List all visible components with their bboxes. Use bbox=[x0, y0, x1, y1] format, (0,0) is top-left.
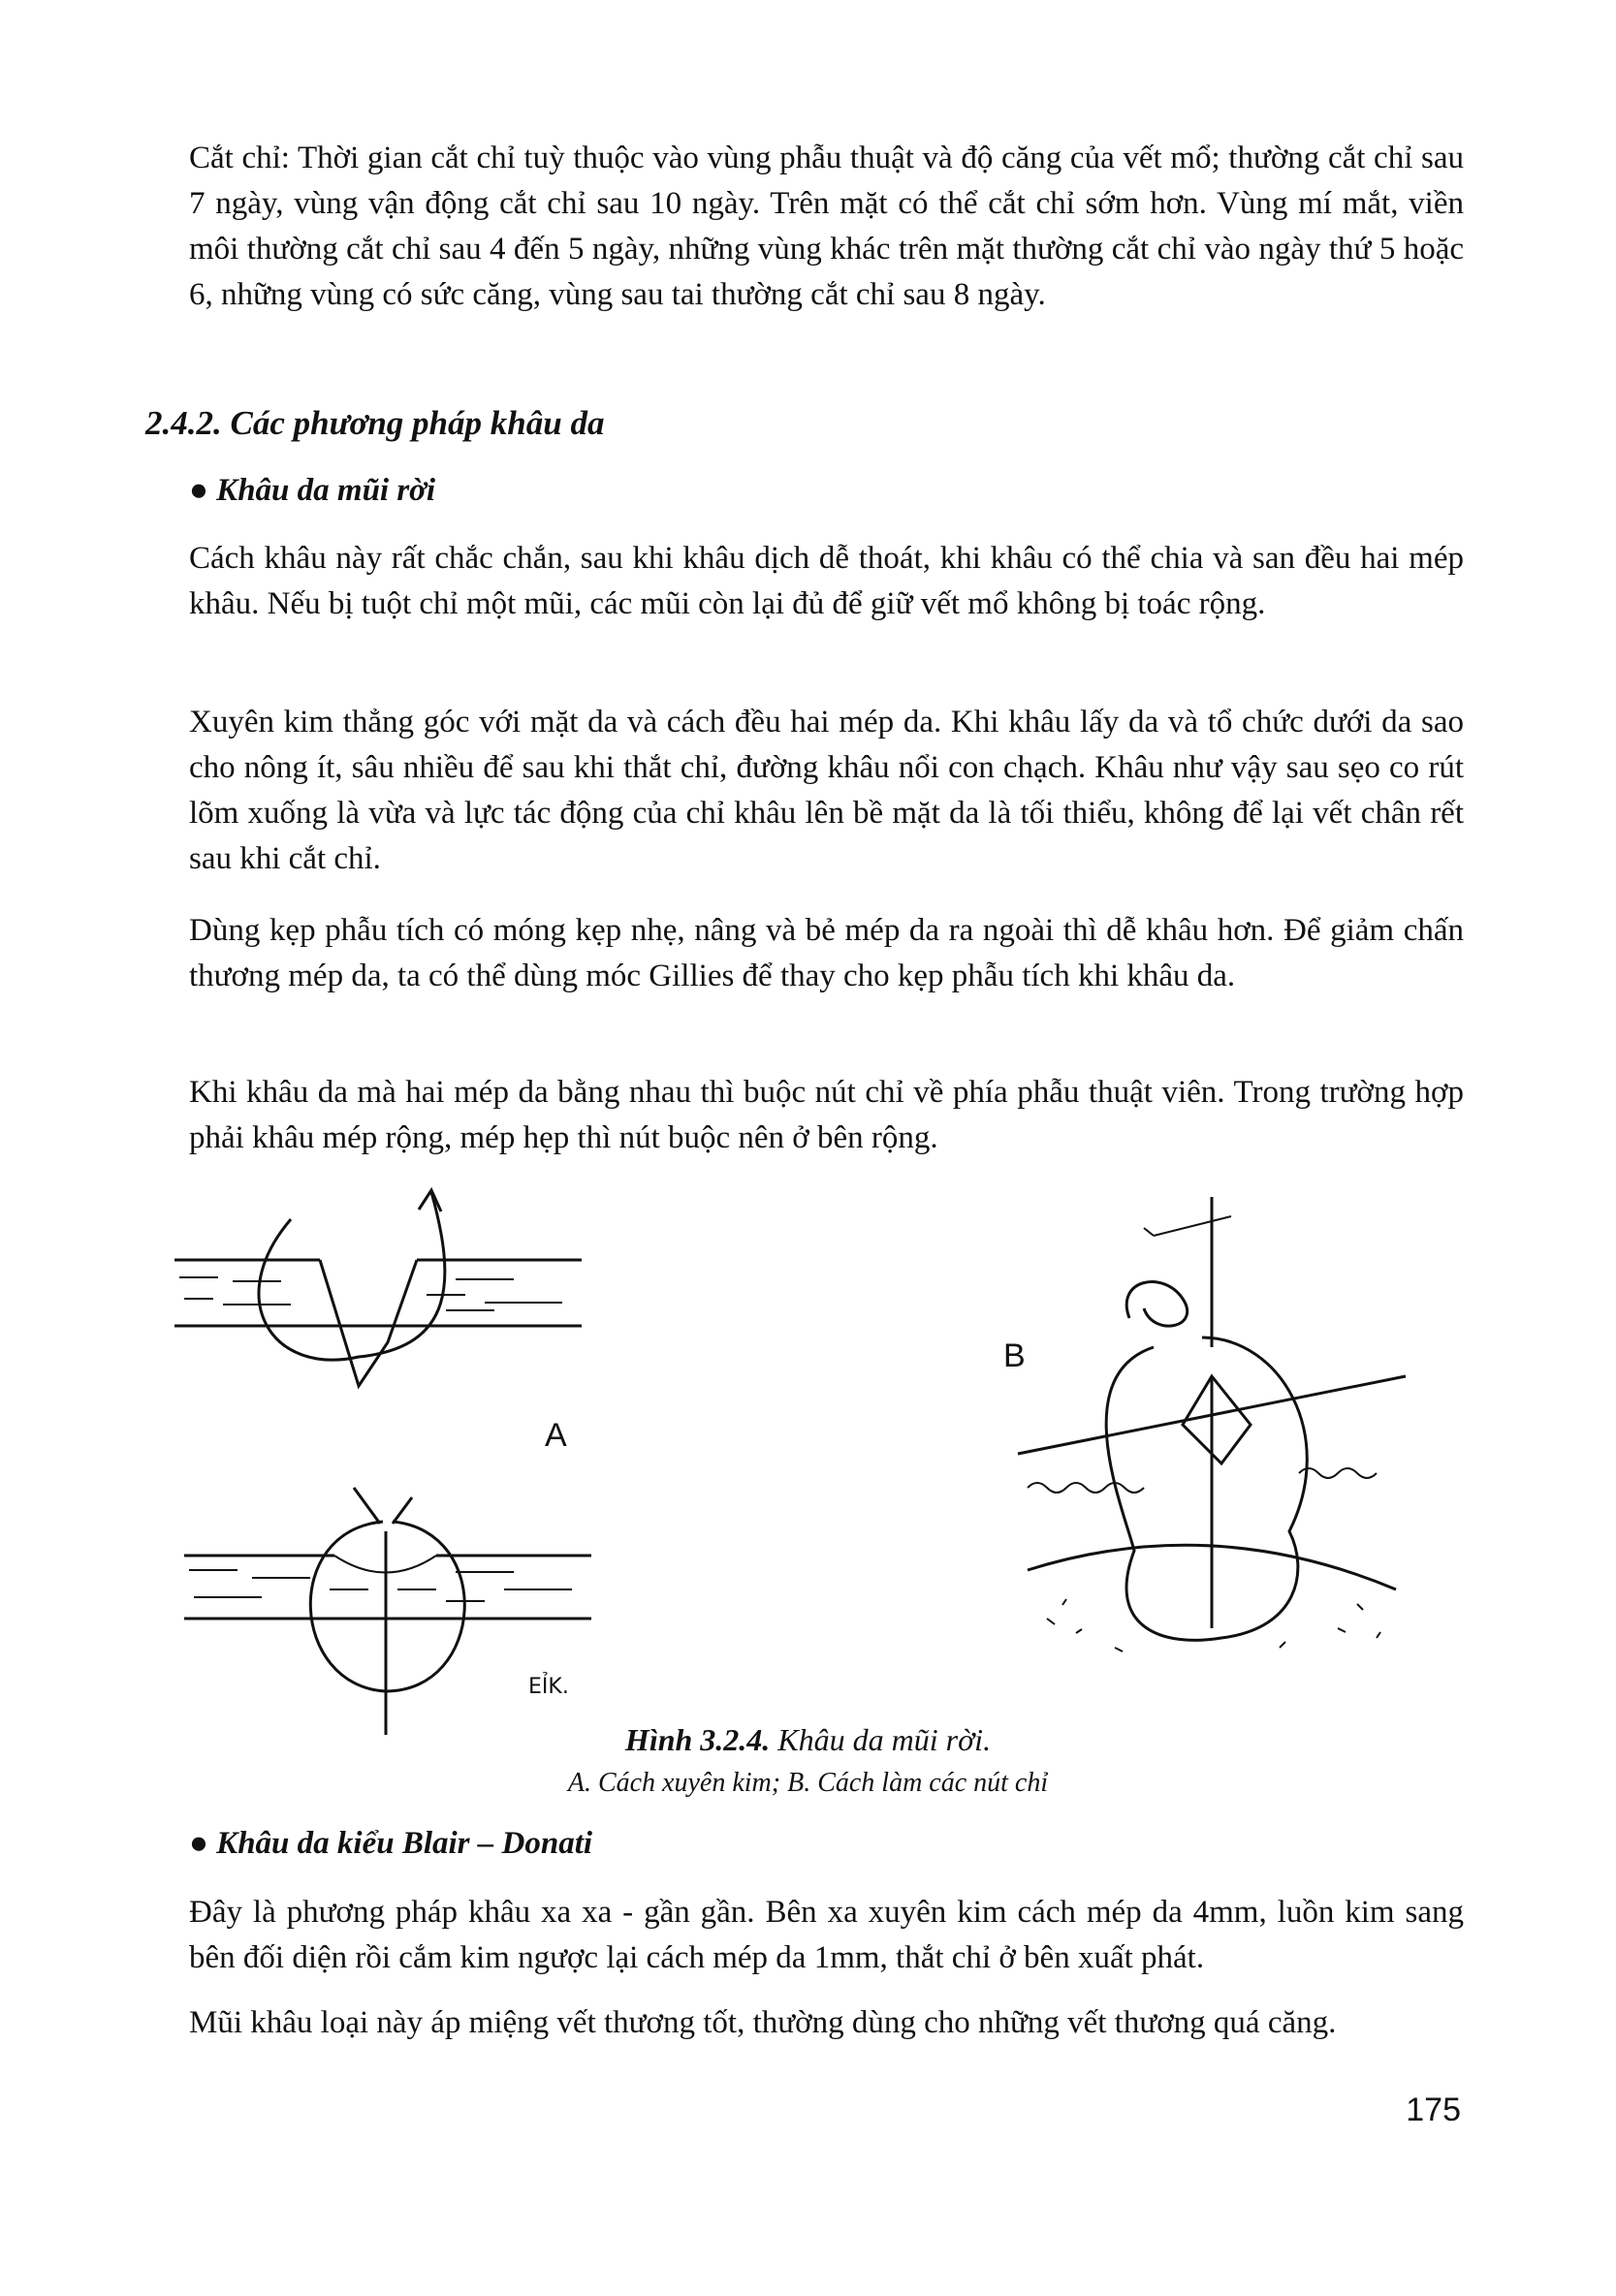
figure-caption-sub: A. Cách xuyên kim; B. Cách làm các nút chỉ bbox=[567, 1768, 1049, 1798]
figure-a-top-drawing bbox=[174, 1190, 582, 1386]
figure-caption-text: Khâu da mũi rời. bbox=[770, 1722, 992, 1757]
paragraph-mui-roi-3: Dùng kẹp phẫu tích có móng kẹp nhẹ, nâng và bẻ mép da ra ngoài thì dễ khâu hơn. Để giảm chấn thương mép da, ta có thể dùng móc Gillies để thay cho kẹp phẫu tích khi khâu da. bbox=[189, 913, 1464, 993]
figure-label-b: B bbox=[1003, 1337, 1026, 1374]
paragraph-blair-2: Mũi khâu loại này áp miệng vết thương tốt, thường dùng cho những vết thương quá căng. bbox=[189, 2005, 1337, 2040]
paragraph-cat-chi: Cắt chỉ: Thời gian cắt chỉ tuỳ thuộc vào vùng phẫu thuật và độ căng của vết mổ; thường cắt chỉ sau 7 ngày, vùng vận động cắt chỉ sau 10 ngày. Trên mặt có thể cắt chỉ sớm hơn. Vùng mí mắt, viền môi thường cắt chỉ sau 4 đến 5 ngày, những vùng khác trên mặt thường cắt chỉ vào ngày thứ 5 hoặc 6, những vùng có sức căng, vùng sau tai thường cắt chỉ sau 8 ngày. bbox=[189, 141, 1464, 312]
figure-label-a: A bbox=[545, 1417, 567, 1454]
section-heading: 2.4.2. Các phương pháp khâu da bbox=[145, 404, 605, 442]
bullet-heading-blair: ● Khâu da kiểu Blair – Donati bbox=[189, 1826, 593, 1861]
figure-caption bbox=[0, 1722, 1616, 1758]
bullet-heading-mui-roi: ● Khâu da mũi rời bbox=[189, 473, 436, 508]
paragraph-blair-1: Đây là phương pháp khâu xa xa - gần gần. Bên xa xuyên kim cách mép da 4mm, luồn kim sang bên đối diện rồi cắm kim ngược lại cách mép da 1mm, thắt chỉ ở bên xuất phát. bbox=[189, 1895, 1464, 1975]
paragraph-mui-roi-1: Cách khâu này rất chắc chắn, sau khi khâu dịch dễ thoát, khi khâu có thể chia và san đều hai mép khâu. Nếu bị tuột chỉ một mũi, các mũi còn lại đủ để giữ vết mổ không bị toác rộng. bbox=[189, 541, 1464, 621]
paragraph-mui-roi-4: Khi khâu da mà hai mép da bằng nhau thì buộc nút chỉ về phía phẫu thuật viên. Trong trường hợp phải khâu mép rộng, mép hẹp thì nút buộc nên ở bên rộng. bbox=[189, 1075, 1464, 1155]
page-number: 175 bbox=[1406, 2092, 1461, 2128]
figure-caption-number: Hình 3.2.4. bbox=[624, 1722, 771, 1757]
paragraph-mui-roi-2: Xuyên kim thẳng góc với mặt da và cách đều hai mép da. Khi khâu lấy da và tổ chức dưới da sao cho nông ít, sâu nhiều để sau khi thắt chỉ, đường khâu nổi con chạch. Khâu như vậy sau sẹo co rút lõm xuống là vừa và lực tác động của chỉ khâu lên bề mặt da là tối thiểu, không để lại vết chân rết sau khi cắt chỉ. bbox=[189, 705, 1464, 876]
figure-b-drawing bbox=[1018, 1197, 1406, 1651]
figure-signature: EỈK. bbox=[528, 1675, 569, 1699]
